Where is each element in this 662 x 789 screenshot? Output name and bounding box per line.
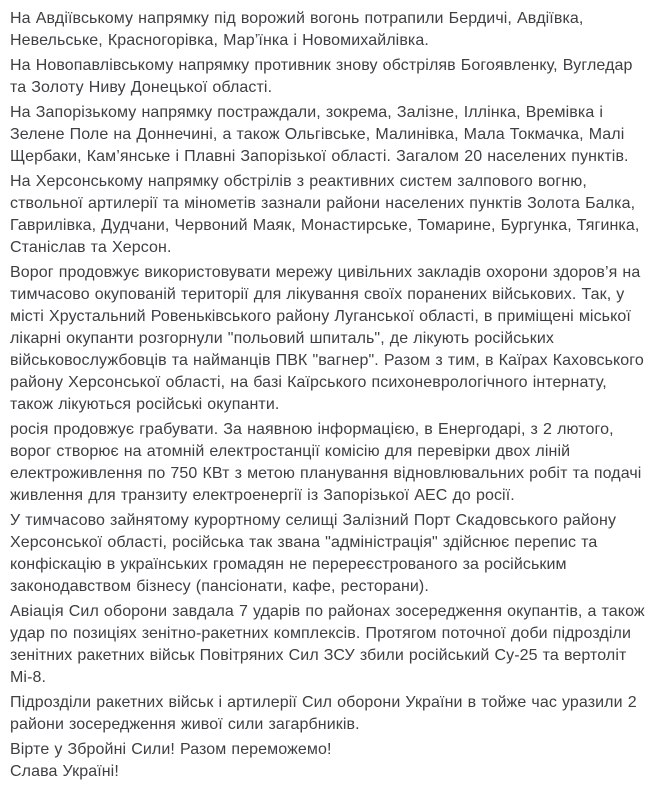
report-paragraph-novopavlivka: На Новопавлівському напрямку противник знову обстріляв Богоявленку, Вугледар та Золоту Ниву Донецької області.	[10, 57, 633, 96]
report-closing	[10, 739, 646, 783]
report-paragraph-avdiivka: На Авдіївському напрямку під ворожий вогонь потрапили Бердичі, Авдіївка, Невельське, Красногорівка, Мар’їнка і Новомихайлівка.	[10, 10, 584, 49]
report-paragraph-zaporizhzhia: На Запорізькому напрямку постраждали, зокрема, Залізне, Іллінка, Времівка і Зелене Поле на Доннечині, а також Ольгівське, Малинівка, Мала Токмачка, Малі Щербаки, Кам’янське і Плавні Запорізької області. Загалом 20 населених пунктів.	[10, 104, 629, 165]
closing-line-believe: Вірте у Збройні Сили! Разом переможемо!	[10, 741, 332, 758]
closing-line-glory: Слава Україні!	[10, 763, 119, 780]
report-paragraph-kherson-shelling: На Херсонському напрямку обстрілів з реактивних систем залпового вогню, ствольної артилерії та мінометів зазнали райони населених пунктів Золота Балка, Гаврилівка, Дудчани, Червоний Маяк, Монастирське, Томарине, Бургунка, Тягинка, Станіслав та Херсон.	[10, 173, 640, 256]
report-paragraph-missile-troops: Підрозділи ракетних військ і артилерії Сил оборони України в тойже час уразили 2 райони зосередження живої сили загарбників.	[10, 694, 637, 733]
report-paragraph-hospitals: Ворог продовжує використовувати мережу цивільних закладів охорони здоров’я на тимчасово окупованій території для лікування своїх поранених військових. Так, у місті Хрустальний Ровеньківського району Луганської області, в приміщені міської лікарні окупанти розгорнули "польовий шпиталь", де лікують російських військовослужбовців та найманців ПВК "вагнер". Разом з тим, в Каїрах Каховського району Херсонської області, на базі Каїрського психоневрологічного інтернату, також лікуються російські окупанти.	[10, 264, 644, 413]
report-paragraph-aviation: Авіація Сил оборони завдала 7 ударів по районах зосередження окупантів, а також удар по позиціях зенітно-ракетних комплексів. Протягом поточної доби підрозділи зенітних ракетних військ Повітряних Сил ЗСУ збили російський Су-25 та вертоліт Мі-8.	[10, 603, 645, 686]
report-paragraph-zalizny-port: У тимчасово зайнятому курортному селищі Залізний Порт Скадовського району Херсонської області, російська так звана "адміністрація" здійснює перепис та конфіскацію в українських громадян не перереєстрованого за російським законодавством бізнесу (пансіонати, кафе, ресторани).	[10, 512, 617, 595]
report-paragraph-energodar: росія продовжує грабувати. За наявною інформацією, в Енергодарі, з 2 лютого, ворог створює на атомній електростанції комісію для перевірки двох ліній електроживлення по 750 КВт з метою планування відновлювальних робіт та подачі живлення для транзиту електроенергії із Запорізької АЕС до росії.	[10, 421, 642, 504]
